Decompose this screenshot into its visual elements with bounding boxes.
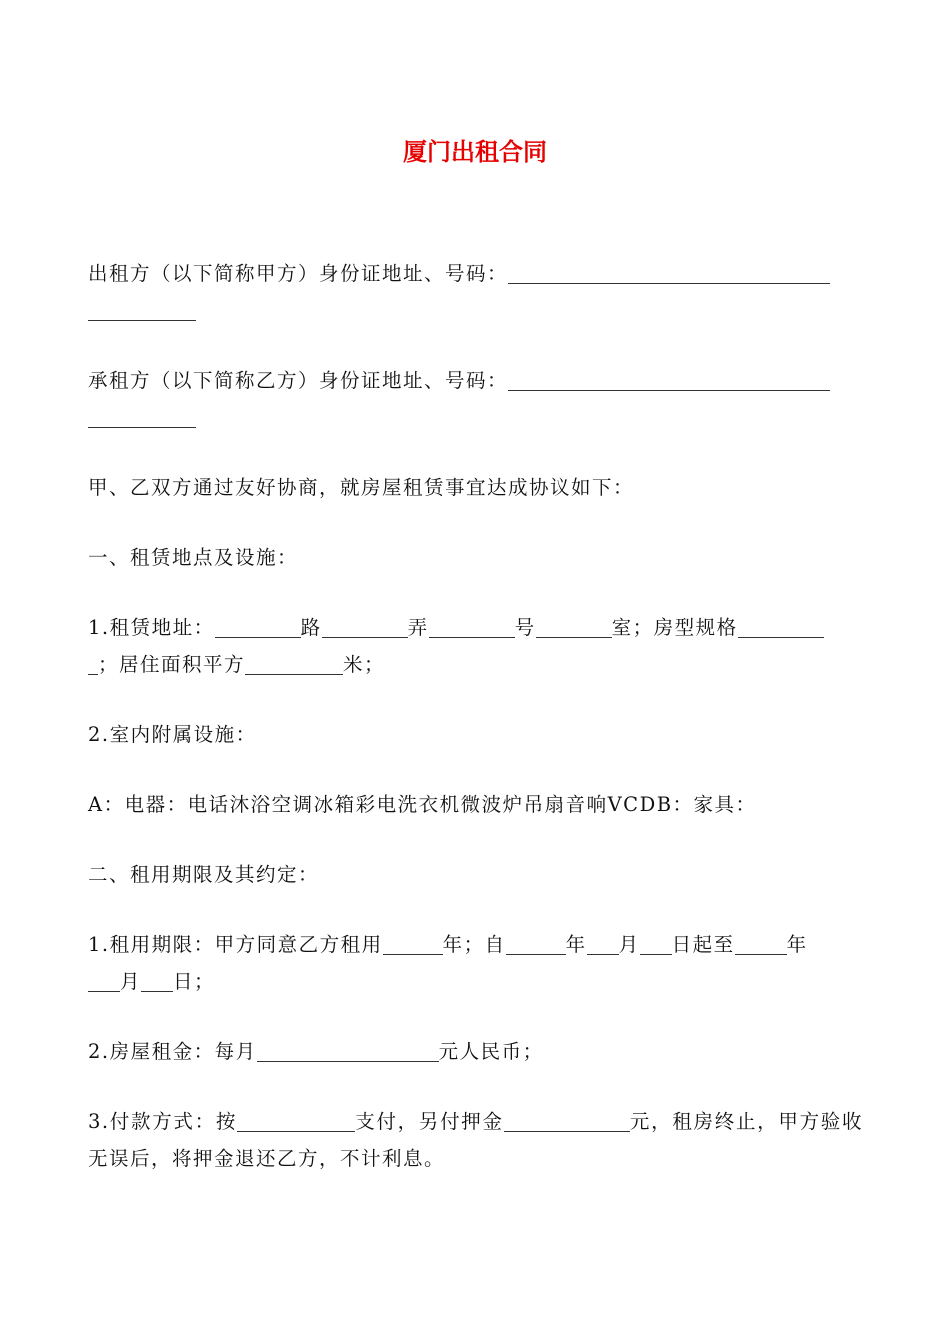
payment-paragraph: 3.付款方式：按 支付，另付押金 元，租房终止，甲方验收无误后，将押金退还乙方，不计利息。 <box>88 1110 863 1170</box>
document-body <box>88 255 863 1210</box>
lessor-id-blank-cont[interactable] <box>88 298 196 321</box>
end-day-blank[interactable] <box>141 969 173 992</box>
end-month-blank[interactable] <box>88 969 120 992</box>
lessor-id-blank[interactable] <box>508 261 830 284</box>
room-blank[interactable] <box>536 615 612 638</box>
room-type-blank-cont[interactable] <box>88 652 98 675</box>
years-blank[interactable] <box>383 932 443 955</box>
lessee-paragraph: 承租方（以下简称乙方）身份证地址、号码： <box>88 362 863 436</box>
area-blank[interactable] <box>245 652 343 675</box>
document-title: 厦门出租合同 <box>403 138 547 166</box>
lessee-id-blank[interactable] <box>508 368 830 391</box>
rental-address-paragraph: 1.租赁地址： 路 弄 号 室；房型规格 ；居住面积平方 米； <box>88 609 863 683</box>
number-blank[interactable] <box>429 615 515 638</box>
monthly-rent-blank[interactable] <box>257 1039 439 1062</box>
road-blank[interactable] <box>215 615 301 638</box>
facilities-heading: 2.室内附属设施： <box>88 723 257 746</box>
start-day-blank[interactable] <box>640 932 672 955</box>
start-month-blank[interactable] <box>587 932 619 955</box>
payment-method-blank[interactable] <box>237 1109 355 1132</box>
start-year-blank[interactable] <box>506 932 566 955</box>
lessee-id-blank-cont[interactable] <box>88 405 196 428</box>
section-2-heading: 二、租用期限及其约定： <box>88 863 320 886</box>
room-type-blank[interactable] <box>738 615 824 638</box>
section-1-heading: 一、租赁地点及设施： <box>88 546 299 569</box>
lease-term-paragraph: 1.租用期限：甲方同意乙方租用 年；自 年 月 日起至 年 月 日； <box>88 933 808 993</box>
deposit-blank[interactable] <box>504 1109 630 1132</box>
rent-paragraph: 2.房屋租金：每月 元人民币； <box>88 1040 544 1063</box>
appliances-paragraph: A：电器：电话沐浴空调冰箱彩电洗衣机微波炉吊扇音响VCDB：家具： <box>88 793 757 816</box>
end-year-blank[interactable] <box>735 932 787 955</box>
intro-paragraph: 甲、乙双方通过友好协商，就房屋租赁事宜达成协议如下： <box>88 476 635 499</box>
lane-blank[interactable] <box>322 615 408 638</box>
lessor-paragraph: 出租方（以下简称甲方）身份证地址、号码： <box>88 255 863 329</box>
